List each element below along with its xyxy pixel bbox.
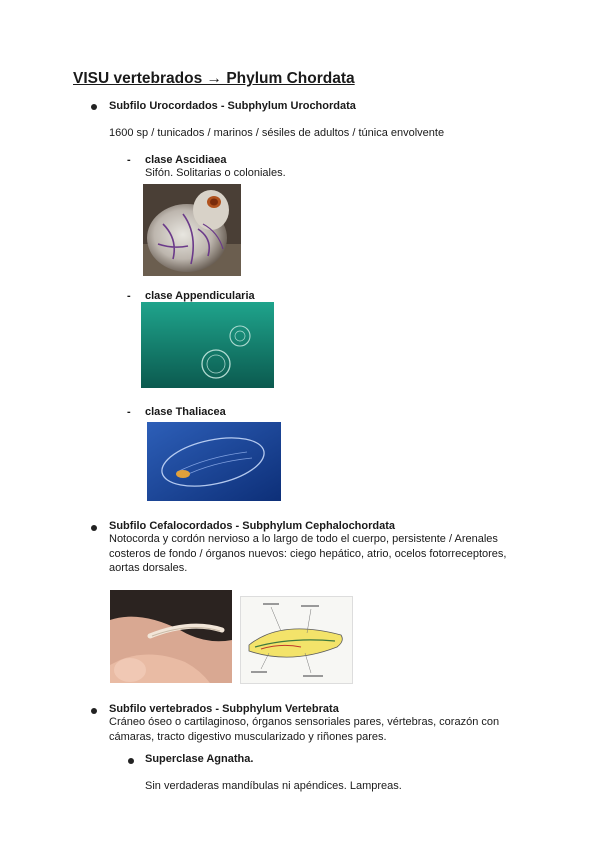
list-dash: - [127, 290, 131, 302]
vertebrata-body [109, 715, 527, 744]
bullet [128, 758, 134, 764]
bullet [91, 104, 97, 110]
superclass-agnatha-desc: Sin verdaderas mandíbulas ni apéndices. Lampreas. [145, 780, 402, 792]
section-heading-vertebrata: Subfilo vertebrados - Subphylum Vertebrata [109, 703, 339, 715]
class-ascidiaea-heading: clase Ascidiaea [145, 154, 227, 166]
amphioxus-diagram [240, 596, 353, 684]
thaliacea-photo [147, 422, 281, 501]
list-dash: - [127, 406, 131, 418]
class-appendicularia-heading: clase Appendicularia [145, 290, 255, 302]
class-thaliacea-heading: clase Thaliacea [145, 406, 226, 418]
section-heading-cephalochordata: Subfilo Cefalocordados - Subphylum Cephalochordata [109, 520, 396, 532]
bullet [91, 708, 97, 714]
class-ascidiaea-desc: Sifón. Solitarias o coloniales. [145, 167, 286, 179]
cephalochordata-body-line: aortas dorsales. [109, 562, 188, 574]
cephalochordata-body [109, 532, 527, 576]
section-heading-urochordata: Subfilo Urocordados - Subphylum Urochordata [109, 100, 356, 112]
appendicularia-photo [141, 302, 274, 388]
vertebrata-body-line: cámaras, tracto digestivo muscularizado y riñones pares. [109, 730, 387, 743]
amphioxus-photo [110, 590, 232, 683]
cephalochordata-body-line: costeros de fondo / órganos nuevos: ciego hepático, atrio, ocelos fotorreceptores, [109, 547, 507, 560]
superclass-agnatha-heading: Superclase Agnatha. [145, 753, 254, 765]
cephalochordata-body-line: Notocorda y cordón nervioso a lo largo de todo el cuerpo, persistente / Arenales [109, 533, 498, 545]
ascidian-photo [143, 184, 241, 276]
bullet [91, 525, 97, 531]
vertebrata-body-line: Cráneo óseo o cartilaginoso, órganos sensoriales pares, vértebras, corazón con [109, 716, 500, 728]
page-title: VISU vertebrados → Phylum Chordata [73, 70, 355, 87]
list-dash: - [127, 154, 131, 166]
urochordata-summary: 1600 sp / tunicados / marinos / sésiles de adultos / túnica envolvente [109, 127, 445, 139]
